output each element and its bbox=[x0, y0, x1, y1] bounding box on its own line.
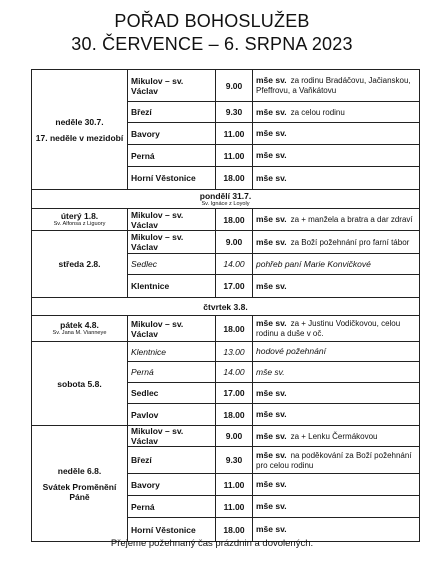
place-cell: Perná bbox=[128, 496, 216, 518]
intention-text: za celou rodinu bbox=[290, 107, 345, 117]
page-subtitle: 30. ČERVENCE – 6. SRPNA 2023 bbox=[71, 34, 353, 54]
service-cell bbox=[253, 426, 420, 447]
service-cell bbox=[253, 342, 420, 362]
place-cell: Sedlec bbox=[128, 383, 216, 404]
day-label: neděle 30.7. bbox=[55, 116, 104, 127]
day-cell bbox=[32, 426, 128, 542]
service-type: mše sv. bbox=[256, 387, 287, 398]
place-cell: Mikulov – sv. Václav bbox=[128, 70, 216, 102]
day-cell bbox=[32, 190, 420, 209]
service-cell bbox=[253, 474, 420, 496]
time-cell: 18.00 bbox=[216, 209, 253, 231]
schedule-row bbox=[32, 209, 420, 231]
place-cell: Mikulov – sv. Václav bbox=[128, 209, 216, 231]
service-cell bbox=[253, 447, 420, 474]
time-cell: 11.00 bbox=[216, 474, 253, 496]
intention-text: za + Justinu Vodičkovou, celou rodinu a duše v oč. bbox=[256, 319, 401, 338]
service-type: hodové požehnání bbox=[256, 346, 326, 356]
time-cell: 9.00 bbox=[216, 426, 253, 447]
day-label: pondělí 31.7. bbox=[199, 190, 252, 201]
service-type: mše sv. bbox=[256, 128, 287, 138]
place-cell: Klentnice bbox=[128, 275, 216, 298]
place-cell: Bavory bbox=[128, 474, 216, 496]
service-cell bbox=[253, 254, 420, 275]
day-label: neděle 6.8. bbox=[57, 465, 102, 476]
service-type: mše sv. bbox=[256, 366, 285, 377]
time-cell: 14.00 bbox=[216, 254, 253, 275]
place-cell: Mikulov – sv. Václav bbox=[128, 231, 216, 254]
place-cell: Perná bbox=[128, 145, 216, 167]
saint-label: Sv. Alfonsa z Liguory bbox=[53, 221, 106, 227]
time-cell: 14.00 bbox=[216, 362, 253, 383]
schedule-row bbox=[32, 426, 420, 447]
service-type: mše sv. bbox=[256, 430, 287, 441]
service-cell bbox=[253, 383, 420, 404]
place-cell: Horní Věstonice bbox=[128, 167, 216, 190]
service-cell bbox=[253, 275, 420, 298]
intention-text: za + manžela a bratra a dar zdraví bbox=[290, 215, 413, 224]
service-type: mše sv. bbox=[256, 479, 287, 489]
intention-text: na poděkování za Boží požehnání pro celou rodinu bbox=[256, 450, 412, 470]
place-cell: Klentnice bbox=[128, 342, 216, 362]
service-type: mše sv. bbox=[256, 236, 287, 247]
place-cell: Mikulov – sv. Václav bbox=[128, 316, 216, 342]
footer-note: Přejeme požehnaný čas prázdnin a dovolených. bbox=[110, 538, 314, 549]
place-cell: Březí bbox=[128, 102, 216, 123]
schedule-row bbox=[32, 316, 420, 342]
time-cell: 11.00 bbox=[216, 145, 253, 167]
service-type: mše sv. bbox=[256, 214, 287, 224]
place-cell: Sedlec bbox=[128, 254, 216, 275]
place-cell: Pavlov bbox=[128, 404, 216, 426]
service-cell bbox=[253, 362, 420, 383]
time-cell: 11.00 bbox=[216, 123, 253, 145]
day-label: sobota 5.8. bbox=[57, 378, 102, 389]
service-cell bbox=[253, 102, 420, 123]
schedule-row bbox=[32, 298, 420, 316]
day-cell bbox=[32, 70, 128, 190]
service-type: mše sv. bbox=[256, 75, 287, 85]
service-type: mše sv. bbox=[256, 449, 287, 460]
time-cell: 13.00 bbox=[216, 342, 253, 362]
service-cell bbox=[253, 404, 420, 426]
schedule-row bbox=[32, 342, 420, 362]
day-label: pátek 4.8. bbox=[60, 320, 99, 330]
intention-text: za rodinu Bradáčovu, Jačianskou, Pfeffrovu, a Vaňkátovu bbox=[256, 76, 411, 95]
page-title: POŘAD BOHOSLUŽEB bbox=[114, 11, 310, 31]
time-cell: 18.00 bbox=[216, 404, 253, 426]
day-label: čtvrtek 3.8. bbox=[203, 301, 248, 312]
time-cell: 9.30 bbox=[216, 102, 253, 123]
place-cell: Bavory bbox=[128, 123, 216, 145]
service-type: mše sv. bbox=[256, 172, 287, 183]
feast-label: Svátek Proměnění Páně bbox=[42, 481, 117, 502]
service-type: mše sv. bbox=[256, 501, 287, 511]
place-cell: Mikulov – sv. Václav bbox=[128, 426, 216, 447]
day-cell bbox=[32, 231, 128, 298]
saint-label: Sv. Ignáce z Loyoly bbox=[201, 200, 250, 207]
schedule-row bbox=[32, 231, 420, 254]
place-cell: Horní Věstonice bbox=[128, 518, 216, 542]
time-cell: 9.00 bbox=[216, 70, 253, 102]
schedule-row bbox=[32, 190, 420, 209]
service-type: mše sv. bbox=[256, 409, 287, 419]
schedule-row bbox=[32, 70, 420, 102]
schedule-table bbox=[31, 69, 420, 542]
service-type: mše sv. bbox=[256, 106, 287, 117]
service-cell bbox=[253, 316, 420, 342]
place-cell: Březí bbox=[128, 447, 216, 474]
service-type: mše sv. bbox=[256, 318, 287, 328]
service-type: mše sv. bbox=[256, 280, 287, 291]
place-cell: Perná bbox=[128, 362, 216, 383]
time-cell: 9.00 bbox=[216, 231, 253, 254]
day-cell bbox=[32, 316, 128, 342]
feast-label: 17. neděle v mezidobí bbox=[35, 132, 124, 143]
day-cell bbox=[32, 298, 420, 316]
time-cell: 9.30 bbox=[216, 447, 253, 474]
service-cell bbox=[253, 496, 420, 518]
service-cell bbox=[253, 70, 420, 102]
time-cell: 18.00 bbox=[216, 316, 253, 342]
time-cell: 18.00 bbox=[216, 518, 253, 542]
service-type: mše sv. bbox=[256, 524, 287, 534]
service-cell bbox=[253, 167, 420, 190]
saint-label: Sv. Jana M. Vianneye bbox=[52, 330, 107, 336]
service-cell bbox=[253, 231, 420, 254]
day-cell bbox=[32, 209, 128, 231]
time-cell: 17.00 bbox=[216, 275, 253, 298]
service-cell bbox=[253, 123, 420, 145]
time-cell: 11.00 bbox=[216, 496, 253, 518]
service-type: mše sv. bbox=[256, 150, 287, 160]
service-cell bbox=[253, 145, 420, 167]
service-cell bbox=[253, 209, 420, 231]
time-cell: 18.00 bbox=[216, 167, 253, 190]
day-label: úterý 1.8. bbox=[60, 211, 99, 221]
time-cell: 17.00 bbox=[216, 383, 253, 404]
intention-text: za Boží požehnání pro farní tábor bbox=[290, 237, 410, 247]
day-cell bbox=[32, 342, 128, 426]
service-type: pohřeb paní Marie Konvičkové bbox=[256, 258, 371, 269]
day-label: středa 2.8. bbox=[58, 259, 101, 269]
intention-text: za + Lenku Čermákovou bbox=[290, 431, 378, 441]
